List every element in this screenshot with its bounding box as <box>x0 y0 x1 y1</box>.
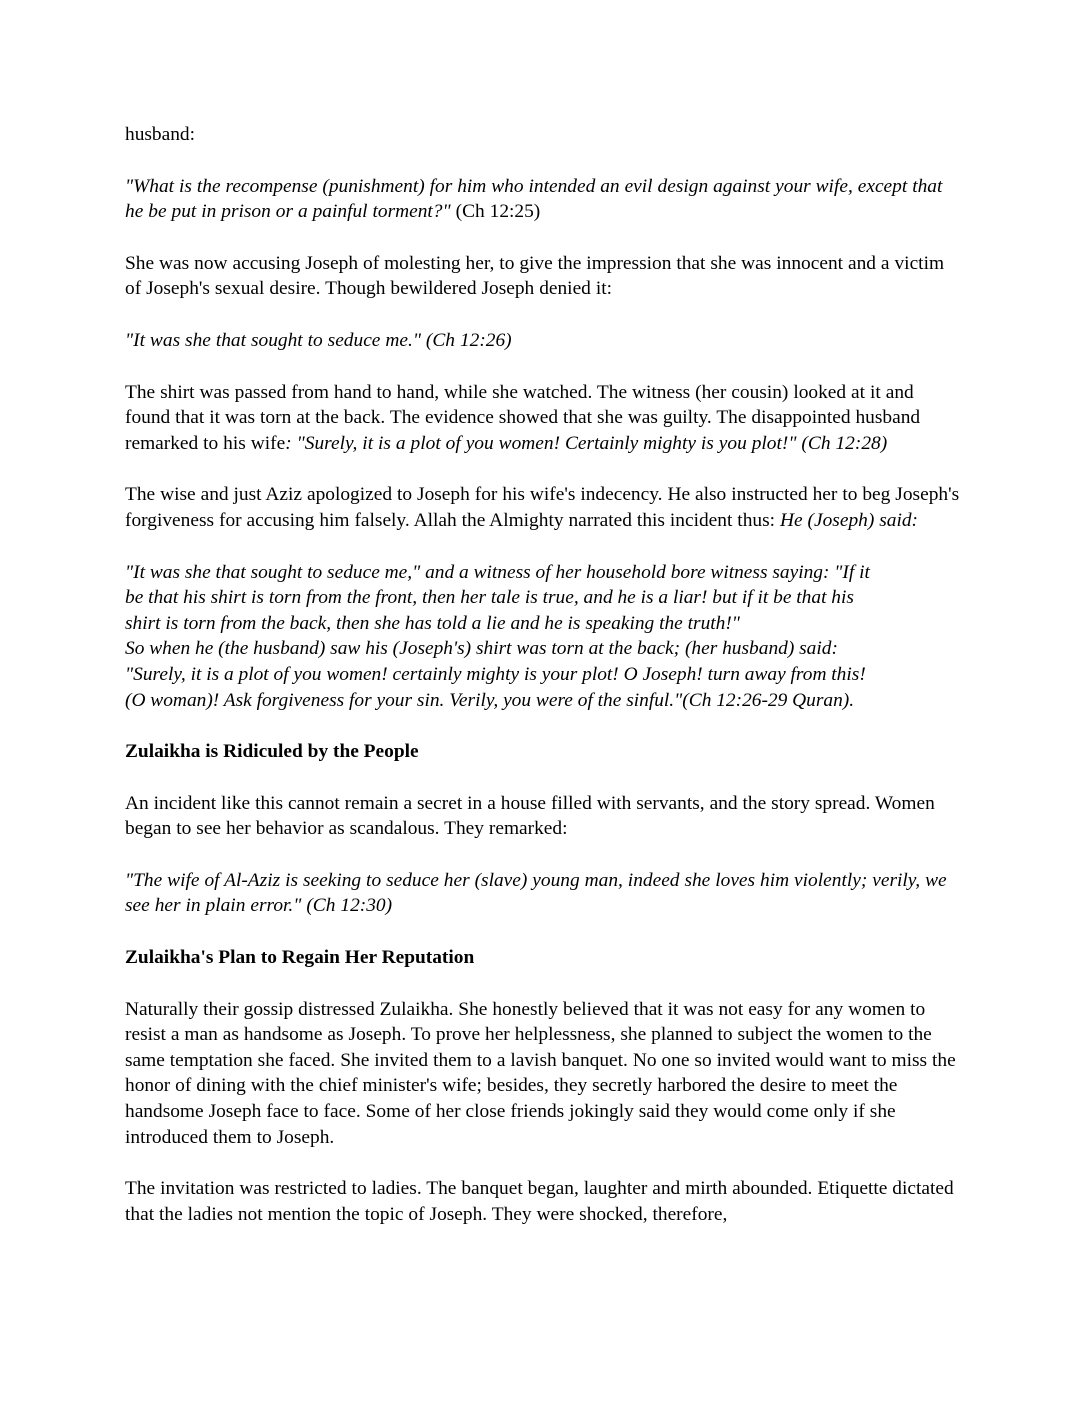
quote-line: "Surely, it is a plot of you women! certainly mighty is your plot! O Joseph! turn away from this! <box>125 663 866 685</box>
paragraph-aziz-apology-roman: The wise and just Aziz apologized to Joseph for his wife's indecency. He also instructed her to beg Joseph's forgiveness for accusing him falsely. Allah the Almighty narrated this incident thus: <box>125 484 960 531</box>
citation-ch-12-25: (Ch 12:25) <box>455 201 541 223</box>
paragraph-aziz-apology <box>125 482 963 533</box>
section-heading-zulaikha-plan: Zulaikha's Plan to Regain Her Reputation <box>125 947 475 969</box>
quotation-ch-12-25 <box>125 174 963 225</box>
quotation-ch-12-30: "The wife of Al-Aziz is seeking to seduce her (slave) young man, indeed she loves him violently; verily, we see her in plain error." (Ch 12:30) <box>125 869 947 917</box>
quote-text-recompense: "What is the recompense (punishment) for him who intended an evil design against your wife, except that he be put in prison or a painful torment?" <box>125 175 943 223</box>
quote-line: shirt is torn from the back, then she has told a lie and he is speaking the truth!" <box>125 612 740 634</box>
paragraph-shirt-evidence-roman: The shirt was passed from hand to hand, while she watched. The witness (her cousin) looked at it and found that it was torn at the back. The evidence showed that she was guilty. The disappointed husband remarked to his wife <box>125 381 921 454</box>
quote-line: (O woman)! Ask forgiveness for your sin. Verily, you were of the sinful."(Ch 12:26-29 Quran). <box>125 689 855 711</box>
paragraph-husband-lead: husband: <box>125 124 196 145</box>
quotation-ch-12-26: "It was she that sought to seduce me." (Ch 12:26) <box>125 329 512 351</box>
section-heading-zulaikha-ridiculed: Zulaikha is Ridiculed by the People <box>125 741 419 763</box>
paragraph-invitation-ladies: The invitation was restricted to ladies. The banquet began, laughter and mirth abounded. Etiquette dictated that the ladies not mention the topic of Joseph. They were shocked, therefore, <box>125 1178 954 1225</box>
paragraph-aziz-apology-italic: He (Joseph) said: <box>779 509 919 531</box>
quotation-block-ch-12-26-29 <box>125 560 963 714</box>
document-text-column <box>125 122 963 1227</box>
quote-line: be that his shirt is torn from the front, then her tale is true, and he is a liar! but if it be that his <box>125 587 854 609</box>
paragraph-accusation: She was now accusing Joseph of molesting her, to give the impression that she was innocent and a victim of Joseph's sexual desire. Though bewildered Joseph denied it: <box>125 252 945 300</box>
quote-line: "It was she that sought to seduce me," and a witness of her household bore witness saying: "If it <box>125 561 870 583</box>
quote-line: So when he (the husband) saw his (Joseph's) shirt was torn at the back; (her husband) said: <box>125 638 838 660</box>
paragraph-shirt-evidence-quote: : "Surely, it is a plot of you women! Certainly mighty is you plot!" (Ch 12:28) <box>285 432 888 454</box>
paragraph-banquet-plan: Naturally their gossip distressed Zulaikha. She honestly believed that it was not easy for any women to resist a man as handsome as Joseph. To prove her helplessness, she planned to subject the women to the same temptation she faced. She invited them to a lavish banquet. No one so invited would want to miss the honor of dining with the chief minister's wife; besides, they secretly harbored the desire to meet the handsome Joseph face to face. Some of her close friends jokingly said they would come only if she introduced them to Joseph. <box>125 998 956 1148</box>
paragraph-gossip-spread: An incident like this cannot remain a secret in a house filled with servants, and the story spread. Women began to see her behavior as scandalous. They remarked: <box>125 792 935 840</box>
paragraph-shirt-evidence <box>125 380 963 457</box>
